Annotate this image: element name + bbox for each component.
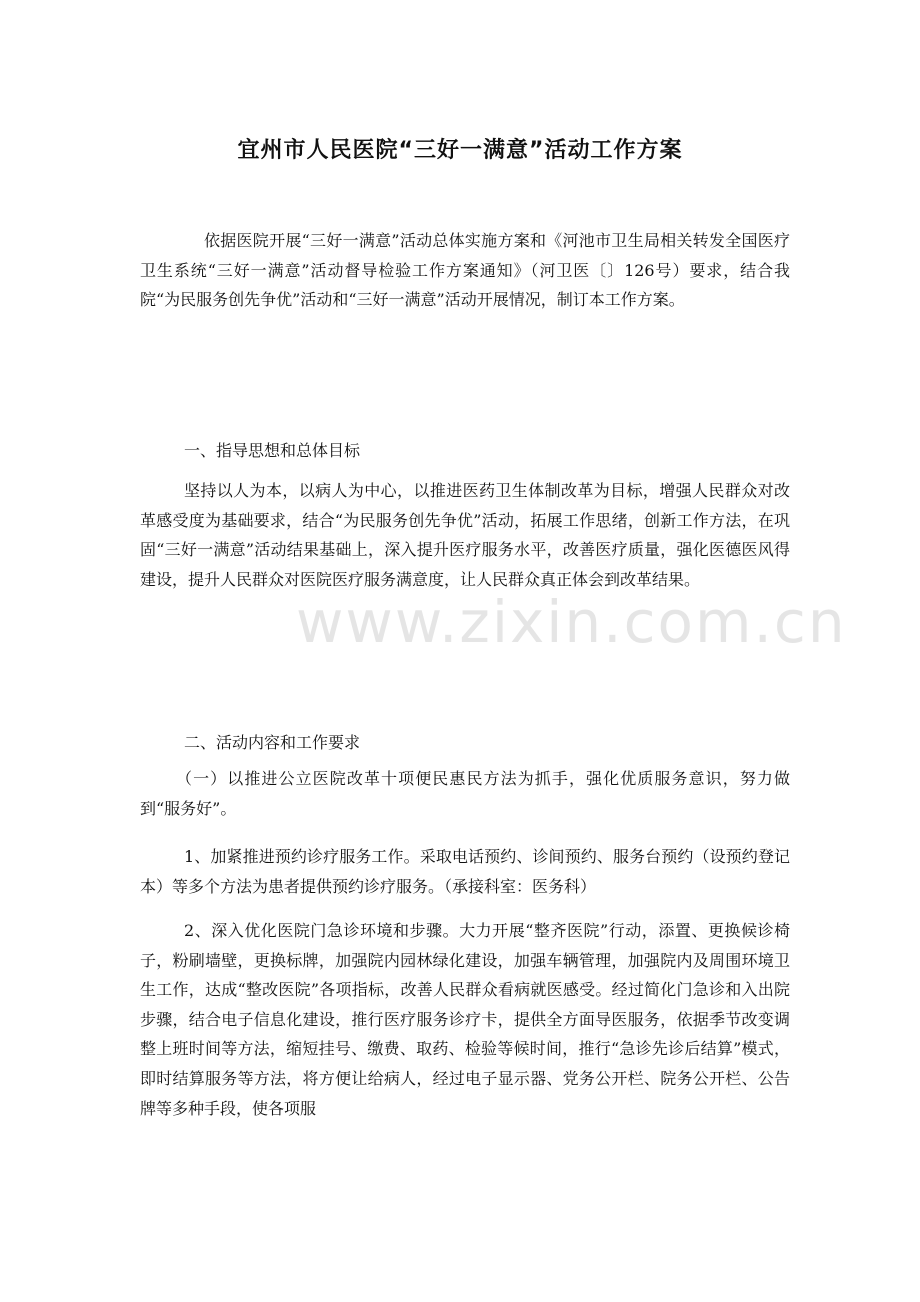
section-2-item-1: 1、加紧推进预约诊疗服务工作。采取电话预约、诊间预约、服务台预约（设预约登记本）等多个方法为患者提供预约诊疗服务。（承接科室：医务科） bbox=[140, 847, 790, 896]
section-2-item-2: 2、深入优化医院门急诊环境和步骤。大力开展“整齐医院”行动，添置、更换候诊椅子，粉刷墙壁，更换标牌，加强院内园林绿化建设，加强车辆管理，加强院内及周围环境卫生工作，达成“整改医院”各项指标，改善人民群众看病就医感受。经过简化门急诊和入出院步骤，结合电子信息化建设，推行医疗服务诊疗卡，提供全方面导医服务，依据季节改变调整上班时间等方法，缩短挂号、缴费、取药、检验等候时间，推行“急诊先诊后结算”模式，即时结算服务等方法，将方便让给病人，经过电子显示器、党务公开栏、院务公开栏、公告牌等多种手段，使各项服 bbox=[140, 921, 790, 1118]
section-2-heading: 二、活动内容和工作要求 bbox=[184, 733, 361, 752]
watermark: www.zixin.com.cn bbox=[296, 588, 847, 656]
section-1-paragraph: 坚持以人为本，以病人为中心，以推进医药卫生体制改革为目标，增强人民群众对改革感受度为基础要求，结合“为民服务创先争优”活动，拓展工作思绪，创新工作方法，在巩固“三好一满意”活动结果基础上，深入提升医疗服务水平，改善医疗质量，强化医德医风得建设，提升人民群众对医院医疗服务满意度，让人民群众真正体会到改革结果。 bbox=[140, 481, 790, 589]
intro-paragraph: 依据医院开展“三好一满意”活动总体实施方案和《河池市卫生局相关转发全国医疗卫生系统“三好一满意”活动督导检验工作方案通知》（河卫医〔〕126号）要求，结合我院“为民服务创先争优”活动和“三好一满意”活动开展情况，制订本工作方案。 bbox=[140, 231, 790, 310]
document-title: 宜州市人民医院“三好一满意”活动工作方案 bbox=[237, 137, 683, 163]
section-2-subsection-1: （一）以推进公立医院改革十项便民惠民方法为抓手，强化优质服务意识，努力做到“服务好”。 bbox=[140, 769, 790, 818]
section-1-heading: 一、指导思想和总体目标 bbox=[184, 441, 361, 460]
